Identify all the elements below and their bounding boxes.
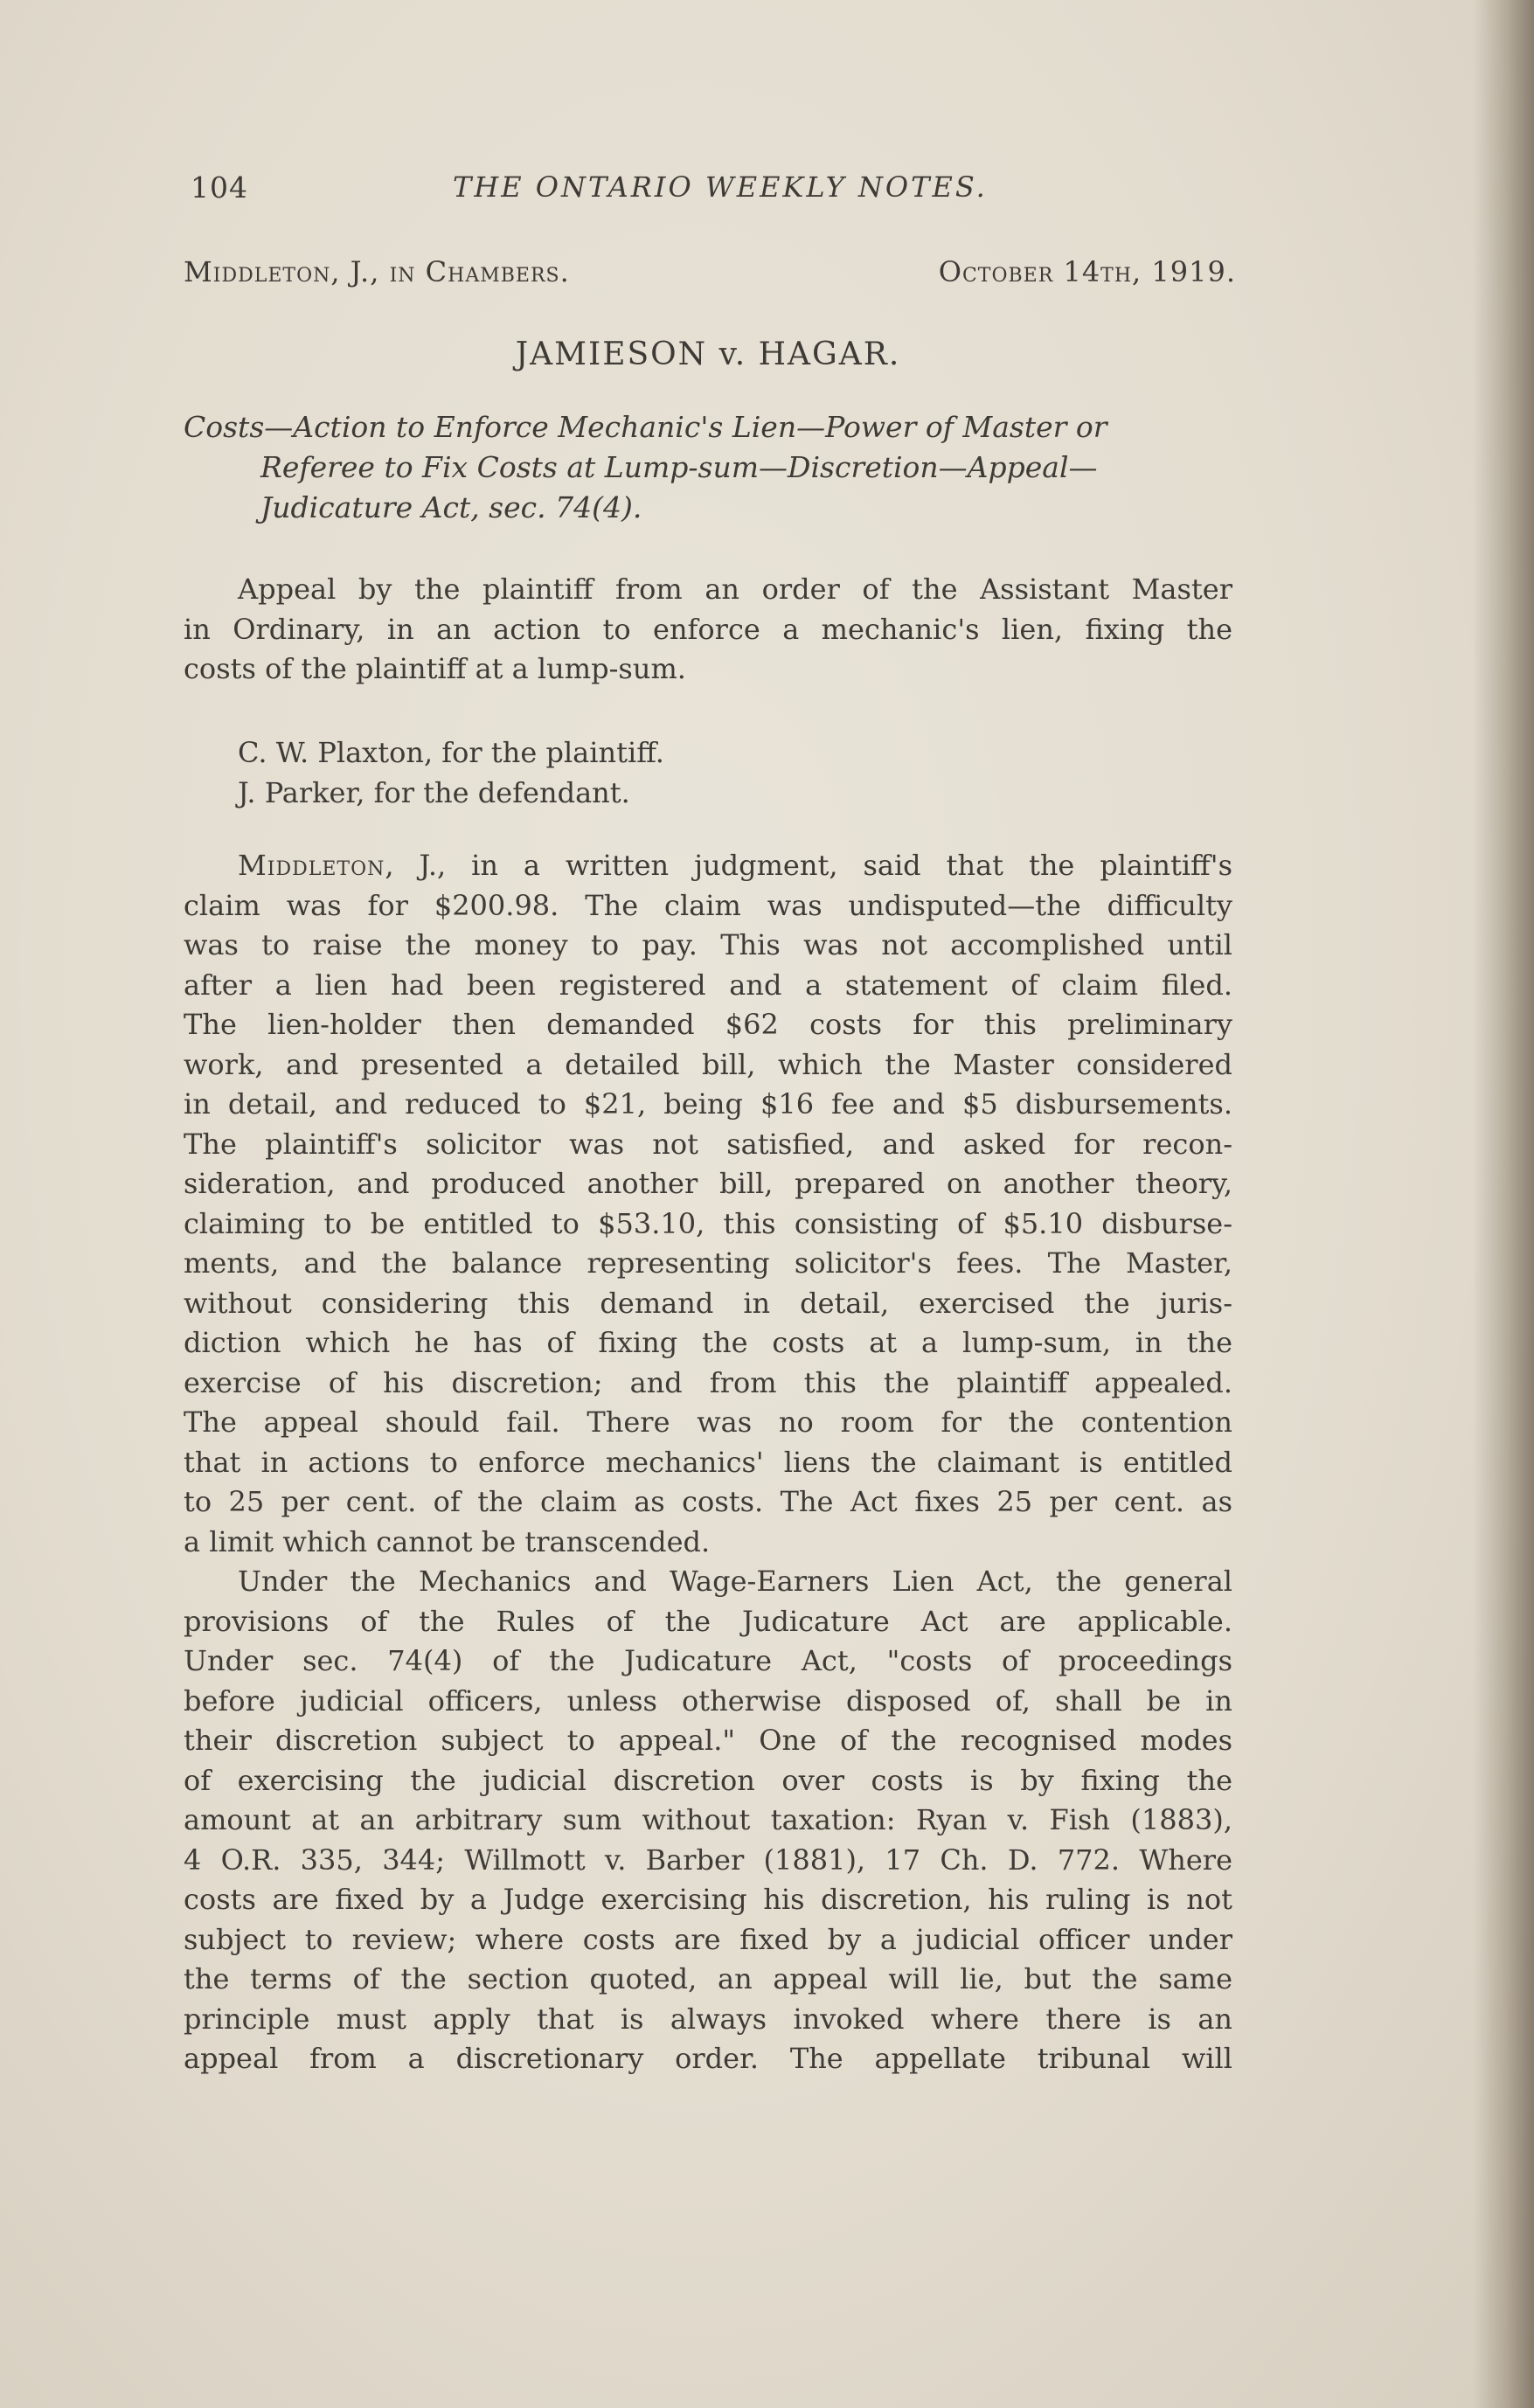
appeal-paragraph [184, 570, 1232, 690]
text-line: after a lien had been registered and a statement of claim filed. [184, 968, 1232, 1002]
case-title: JAMIESON v. HAGAR. [515, 337, 901, 372]
text-line: of exercising the judicial discretion over costs is by fixing the [184, 1763, 1232, 1797]
text-line: in Ordinary, in an action to enforce a mechanic's lien, fixing the [184, 612, 1232, 646]
text-line: that in actions to enforce mechanics' liens the claimant is entitled [184, 1445, 1232, 1479]
text-line: ments, and the balance representing solicitor's fees. The Master, [184, 1246, 1232, 1280]
judgment-paragraph-2 [184, 1562, 1232, 2079]
text-line: was to raise the money to pay. This was not accomplished until [184, 928, 1232, 961]
text-line: The plaintiff's solicitor was not satisfied, and asked for recon- [184, 1127, 1232, 1161]
text-line: to 25 per cent. of the claim as costs. The Act fixes 25 per cent. as [184, 1485, 1232, 1518]
headnote-line: Judicature Act, sec. 74(4). [260, 490, 642, 524]
judge-name-lead: Middleton [238, 849, 385, 882]
text-line: exercise of his discretion; and from this the plaintiff appealed. [184, 1365, 1232, 1399]
text-line: diction which he has of fixing the costs at a lump-sum, in the [184, 1326, 1232, 1359]
counsel-defendant: J. Parker, for the defendant. [238, 776, 630, 809]
judgment-paragraph-1 [184, 846, 1232, 1562]
text-line: before judicial officers, unless otherwise disposed of, shall be in [184, 1683, 1232, 1718]
text-line: sideration, and produced another bill, prepared on another theory, [184, 1167, 1232, 1200]
book-spine-shadow [1473, 0, 1534, 2408]
text-line [184, 846, 1232, 886]
text-line: 4 O.R. 335, 344; Willmott v. Barber (1881), 17 Ch. D. 772. Where [184, 1842, 1232, 1877]
text-line: costs of the plaintiff at a lump-sum. [184, 652, 686, 685]
text-line: without considering this demand in detail, exercised the juris- [184, 1286, 1232, 1320]
running-head [184, 170, 1232, 211]
headnote-line: Referee to Fix Costs at Lump-sum—Discretion—Appeal— [260, 450, 1098, 484]
text-line: claiming to be entitled to $53.10, this consisting of $5.10 disburse- [184, 1206, 1232, 1240]
text-line: costs are fixed by a Judge exercising his discretion, his ruling is not [184, 1883, 1232, 1916]
counsel-plaintiff: C. W. Plaxton, for the plaintiff. [238, 736, 664, 769]
text-line: amount at an arbitrary sum without taxation: Ryan v. Fish (1883), [184, 1803, 1232, 1836]
court-line [184, 255, 1236, 295]
judge-chambers: Middleton, J., in Chambers. [184, 255, 570, 288]
text-line: principle must apply that is always invoked where there is an [184, 2002, 1232, 2036]
counsel-list [238, 732, 664, 813]
text-segment: , J., in a written judgment, said that the plaintiff's [385, 849, 1232, 882]
text-line: in detail, and reduced to $21, being $16 fee and $5 disbursements. [184, 1087, 1232, 1121]
text-line: work, and presented a detailed bill, which the Master considered [184, 1047, 1232, 1081]
text-line: subject to review; where costs are fixed by a judicial officer under [184, 1922, 1232, 1956]
headnote-line: Costs—Action to Enforce Mechanic's Lien—Power of Master or [184, 410, 1107, 444]
text-line: their discretion subject to appeal." One of the recognised modes [184, 1724, 1232, 1757]
text-line: Under sec. 74(4) of the Judicature Act, "costs of proceedings [184, 1644, 1232, 1677]
text-line: appeal from a discretionary order. The appellate tribunal will [184, 2042, 1232, 2075]
text-line: the terms of the section quoted, an appeal will lie, but the same [184, 1962, 1232, 1995]
text-line: Under the Mechanics and Wage-Earners Lien Act, the general [238, 1565, 1232, 1598]
text-line: provisions of the Rules of the Judicature Act are applicable. [184, 1604, 1232, 1638]
text-line: a limit which cannot be transcended. [184, 1524, 711, 1558]
text-line: The lien-holder then demanded $62 costs for this preliminary [184, 1008, 1232, 1041]
page-number: 104 [191, 170, 248, 205]
text-line: The appeal should fail. There was no room for the contention [184, 1405, 1232, 1439]
headnote [184, 407, 1232, 528]
text-line: claim was for $200.98. The claim was undisputed—the difficulty [184, 888, 1232, 922]
judgment-date: October 14th, 1919. [938, 255, 1236, 288]
journal-title: THE ONTARIO WEEKLY NOTES. [453, 170, 988, 204]
text-line: Appeal by the plaintiff from an order of the Assistant Master [238, 573, 1232, 606]
